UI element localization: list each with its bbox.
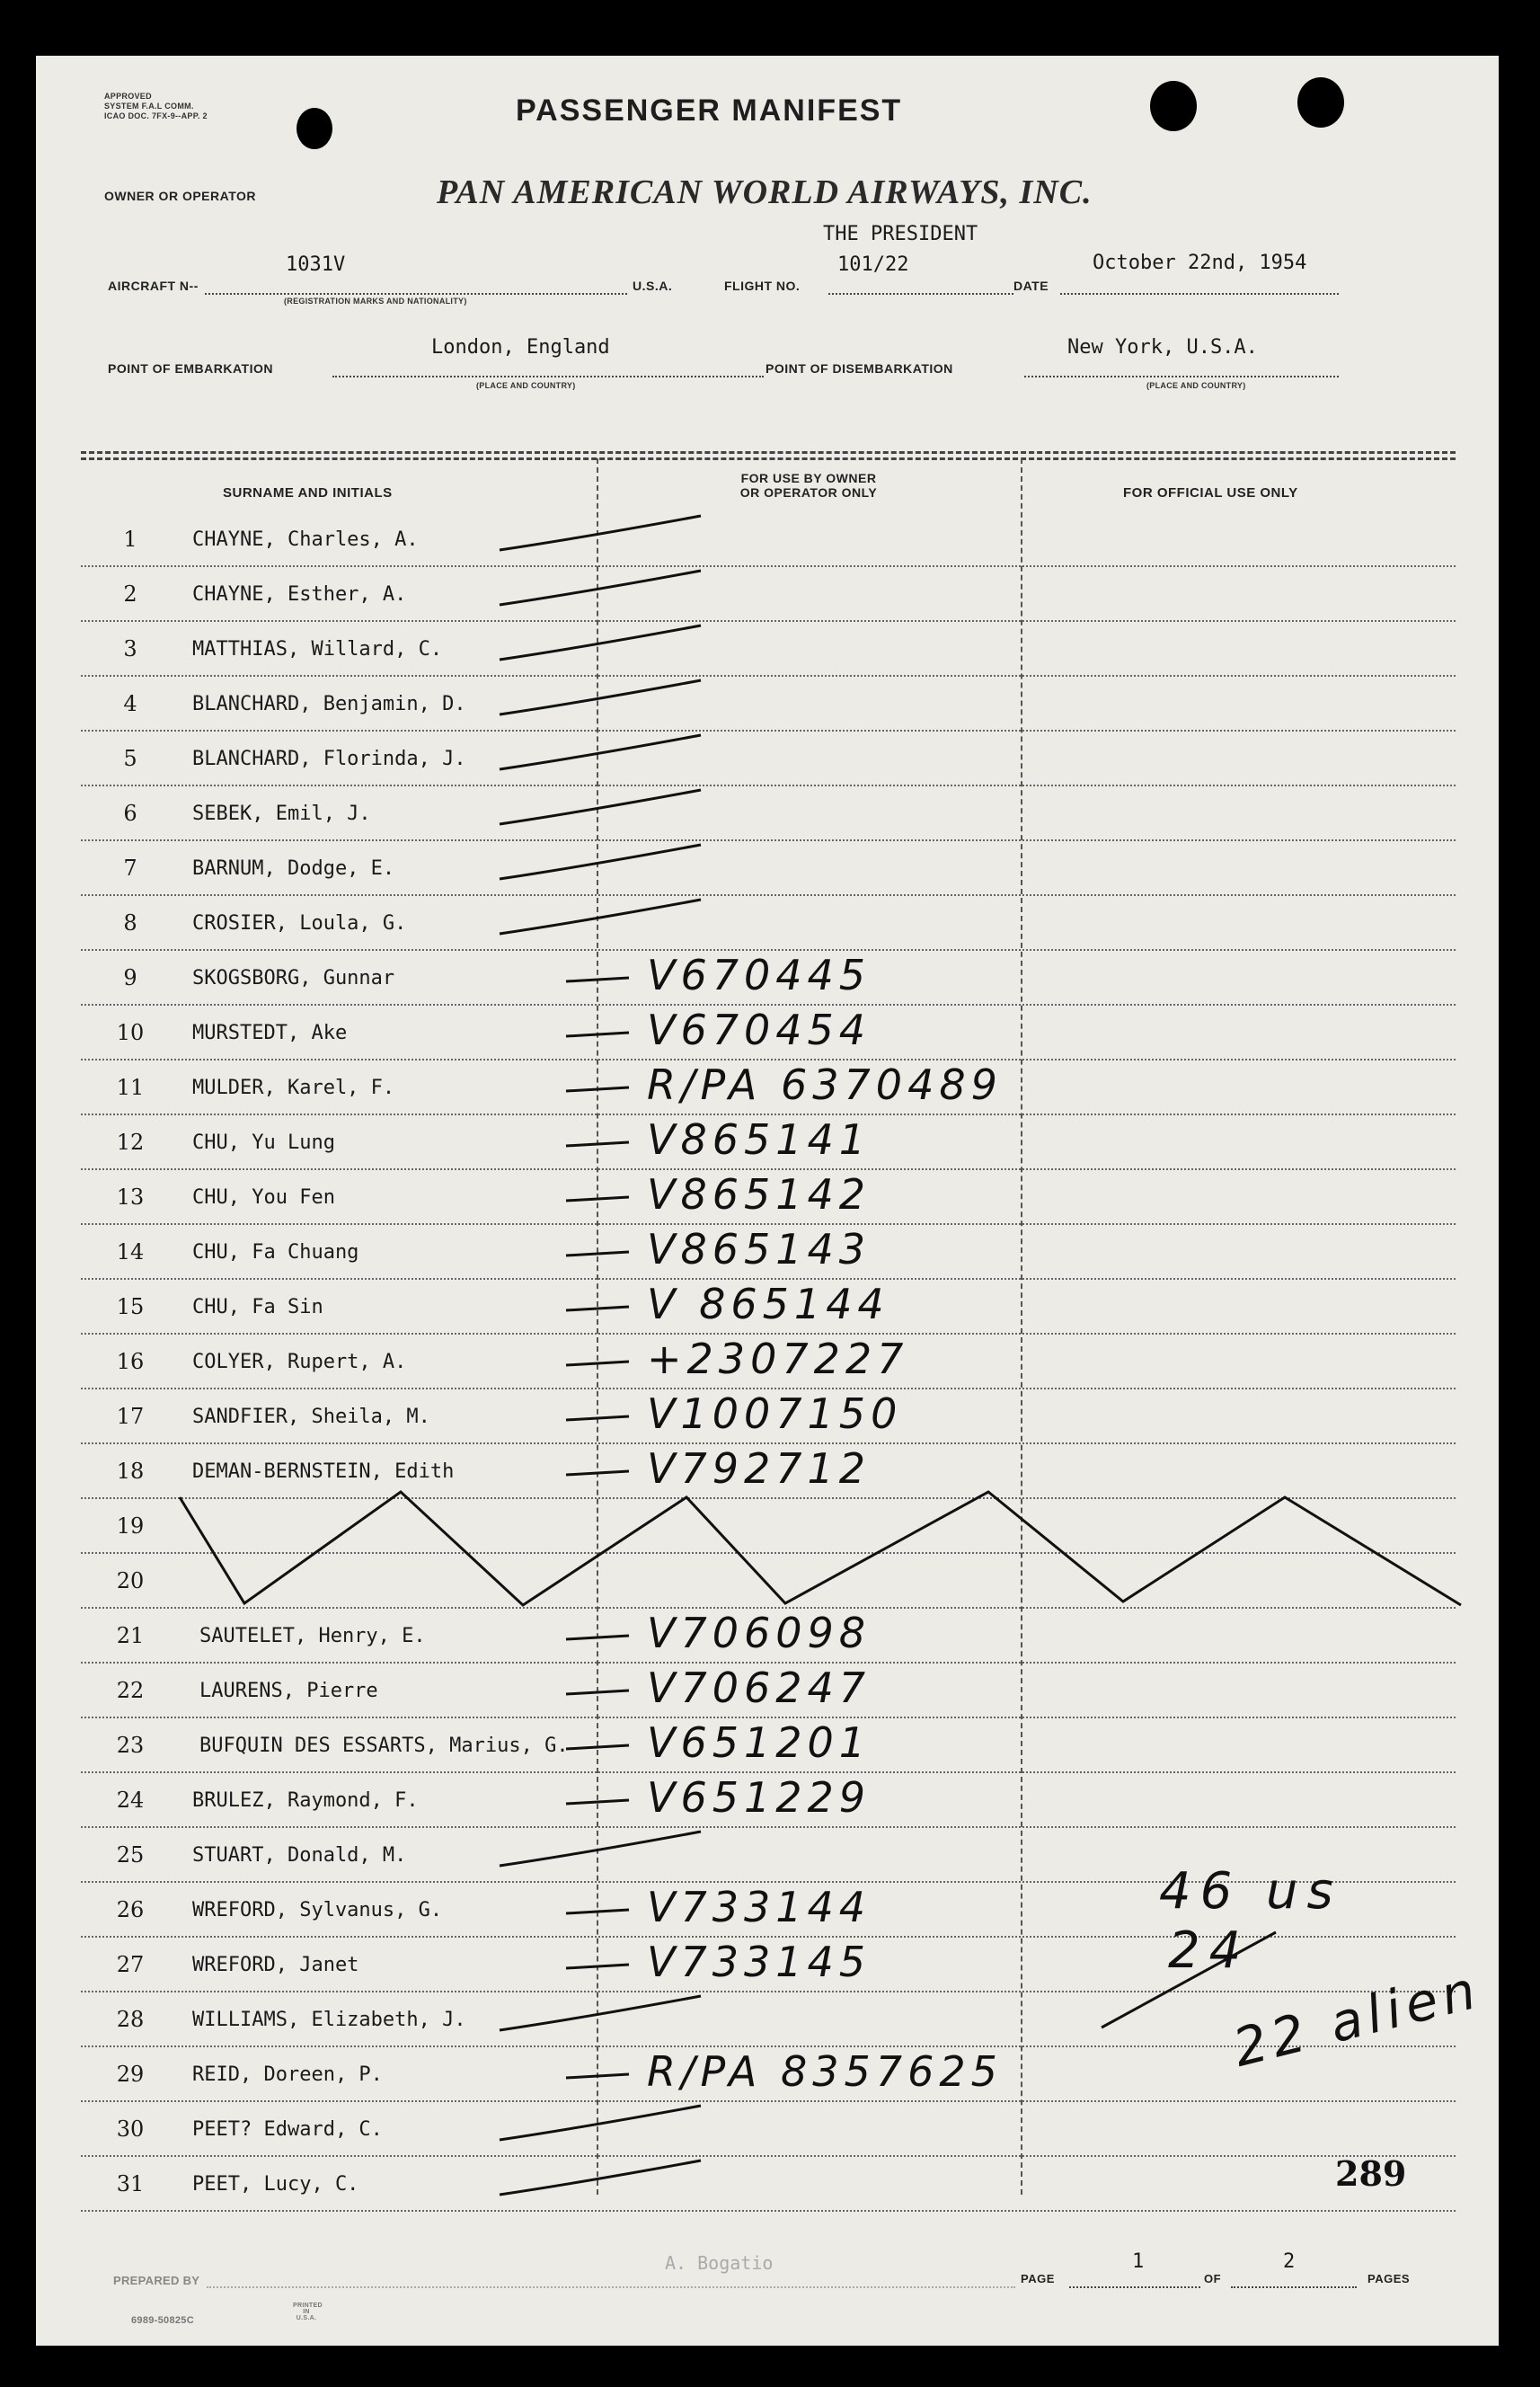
- row-number: 19: [116, 1513, 145, 1539]
- row-number: 8: [123, 910, 137, 936]
- passenger-name: BLANCHARD, Florinda, J.: [192, 748, 466, 770]
- passenger-name: SEBEK, Emil, J.: [192, 803, 371, 825]
- operator-mark: V670445: [647, 951, 872, 999]
- row-number: 21: [116, 1623, 145, 1648]
- passenger-name: WREFORD, Sylvanus, G.: [192, 1899, 443, 1921]
- row-number: 4: [123, 691, 137, 716]
- passenger-name: CHU, You Fen: [192, 1186, 335, 1209]
- passenger-name: CHU, Fa Chuang: [192, 1241, 359, 1264]
- operator-mark: R/PA 6370489: [647, 1060, 1003, 1109]
- form-title: PASSENGER MANIFEST: [516, 93, 903, 128]
- check-stroke: [566, 1965, 629, 1968]
- passenger-name: LAURENS, Pierre: [199, 1680, 378, 1702]
- passenger-name: REID, Doreen, P.: [192, 2063, 383, 2086]
- operator-mark: V706247: [647, 1664, 872, 1712]
- row-number: 23: [116, 1733, 145, 1758]
- row-number: 12: [116, 1130, 145, 1155]
- disembark-caption: (PLACE AND COUNTRY): [1146, 381, 1246, 390]
- check-stroke: [566, 1910, 629, 1913]
- operator-mark: +2307227: [647, 1335, 909, 1383]
- check-stroke: [566, 1033, 629, 1036]
- printer-mark: PRINTED IN U.S.A.: [293, 2303, 323, 2321]
- row-number: 16: [116, 1349, 145, 1374]
- flight-date: October 22nd, 1954: [1093, 252, 1307, 274]
- passenger-name: WREFORD, Janet: [192, 1954, 359, 1976]
- operator-mark: V865143: [647, 1225, 872, 1273]
- passenger-name: DEMAN-BERNSTEIN, Edith: [192, 1460, 455, 1483]
- check-stroke: [566, 1416, 629, 1420]
- row-number: 22: [116, 1678, 145, 1703]
- row-number: 10: [116, 1020, 145, 1045]
- check-stroke: [500, 1996, 701, 2030]
- passenger-name: COLYER, Rupert, A.: [192, 1351, 407, 1373]
- aircraft-value: 1031V: [286, 253, 346, 276]
- row-number: 30: [116, 2116, 145, 2142]
- passenger-name: PEET, Lucy, C.: [192, 2173, 359, 2196]
- row-number: 9: [123, 965, 137, 990]
- embark-value: London, England: [431, 336, 610, 359]
- col-official-header: FOR OFFICIAL USE ONLY: [1123, 485, 1298, 501]
- row-number: 13: [116, 1185, 145, 1210]
- row-number: 11: [116, 1075, 145, 1100]
- operator-mark: V 865144: [647, 1280, 889, 1328]
- check-stroke: [500, 626, 701, 660]
- passenger-name: CHU, Yu Lung: [192, 1131, 335, 1154]
- of-label: OF: [1204, 2272, 1222, 2285]
- check-stroke: [500, 790, 701, 824]
- passenger-name: CROSIER, Loula, G.: [192, 912, 407, 935]
- check-stroke: [500, 680, 701, 714]
- date-label: DATE: [1013, 279, 1049, 293]
- usa-label: U.S.A.: [633, 279, 673, 293]
- pages-label: PAGES: [1367, 2272, 1411, 2285]
- row-number: 3: [123, 636, 137, 661]
- passenger-name: MULDER, Karel, F.: [192, 1077, 395, 1099]
- check-stroke: [500, 516, 701, 550]
- passenger-name: STUART, Donald, M.: [192, 1844, 407, 1867]
- row-number: 31: [116, 2171, 145, 2196]
- passenger-name: SAUTELET, Henry, E.: [199, 1625, 426, 1647]
- operator-mark: V733144: [647, 1883, 872, 1931]
- operator-name: PAN AMERICAN WORLD AIRWAYS, INC.: [437, 173, 1093, 211]
- col-owner-header: FOR USE BY OWNER OR OPERATOR ONLY: [739, 471, 878, 500]
- annotation-slash: [1102, 1932, 1276, 2028]
- passenger-name: BARNUM, Dodge, E.: [192, 857, 395, 880]
- check-stroke: [500, 2161, 701, 2195]
- annotation-middle: 24: [1168, 1921, 1251, 1980]
- check-stroke: [566, 1087, 629, 1091]
- row-number: 26: [116, 1897, 145, 1922]
- check-stroke: [566, 1307, 629, 1310]
- row-number: 1: [123, 527, 137, 552]
- check-stroke: [566, 1362, 629, 1365]
- row-number: 6: [123, 801, 137, 826]
- flight-name: THE PRESIDENT: [823, 223, 978, 245]
- row-number: 14: [116, 1239, 145, 1264]
- prepared-by-label: PREPARED BY: [113, 2274, 200, 2287]
- operator-mark: V865142: [647, 1170, 872, 1219]
- operator-mark: V670454: [647, 1006, 872, 1054]
- passenger-name: BUFQUIN DES ESSARTS, Marius, G.: [199, 1735, 569, 1757]
- flight-number: 101/22: [837, 253, 909, 276]
- passenger-name: WILLIAMS, Elizabeth, J.: [192, 2009, 466, 2031]
- operator-mark: V706098: [647, 1609, 872, 1657]
- row-number: 28: [116, 2007, 145, 2032]
- prepared-by-value: A. Bogatio: [665, 2252, 774, 2274]
- check-stroke: [500, 845, 701, 879]
- check-stroke: [500, 571, 701, 605]
- passenger-name: MATTHIAS, Willard, C.: [192, 638, 443, 661]
- row-number: 5: [123, 746, 137, 771]
- check-stroke: [566, 1471, 629, 1475]
- check-stroke: [500, 900, 701, 934]
- annotation-top: 46 us: [1159, 1862, 1342, 1921]
- check-stroke: [500, 1832, 701, 1866]
- check-stroke: [566, 1142, 629, 1146]
- check-stroke: [566, 2074, 629, 2078]
- embark-label: POINT OF EMBARKATION: [108, 361, 273, 376]
- check-stroke: [566, 1636, 629, 1639]
- check-stroke: [566, 1252, 629, 1256]
- passenger-name: BLANCHARD, Benjamin, D.: [192, 693, 466, 715]
- row-number: 24: [116, 1788, 145, 1813]
- annotation-bottom: 22 alien: [1226, 1958, 1487, 2079]
- disembark-value: New York, U.S.A.: [1067, 336, 1258, 359]
- row-number: 7: [123, 856, 137, 881]
- passenger-name: SKOGSBORG, Gunnar: [192, 967, 395, 989]
- operator-mark: R/PA 8357625: [647, 2047, 1003, 2096]
- row-number: 17: [116, 1404, 145, 1429]
- row-number: 29: [116, 2062, 145, 2087]
- passenger-name: MURSTEDT, Ake: [192, 1022, 348, 1044]
- row-number: 27: [116, 1952, 145, 1977]
- passenger-total: 289: [1335, 2153, 1407, 2194]
- row-number: 25: [116, 1842, 145, 1868]
- check-stroke: [500, 735, 701, 769]
- check-stroke: [566, 1800, 629, 1804]
- check-stroke: [566, 1197, 629, 1201]
- aircraft-label: AIRCRAFT N--: [108, 279, 199, 293]
- disembark-label: POINT OF DISEMBARKATION: [766, 361, 953, 376]
- check-stroke: [566, 1745, 629, 1749]
- row-number: 2: [123, 581, 137, 607]
- operator-mark: V733145: [647, 1938, 872, 1986]
- row-number: 18: [116, 1459, 145, 1484]
- passenger-name: SANDFIER, Sheila, M.: [192, 1406, 430, 1428]
- operator-mark: V865141: [647, 1115, 872, 1164]
- check-stroke: [566, 978, 629, 981]
- passenger-name: CHAYNE, Esther, A.: [192, 583, 407, 606]
- passenger-name: BRULEZ, Raymond, F.: [192, 1789, 419, 1812]
- row-number: 15: [116, 1294, 145, 1319]
- page-label: PAGE: [1021, 2272, 1055, 2285]
- page-count: 2: [1283, 2250, 1296, 2273]
- owner-label: OWNER OR OPERATOR: [104, 189, 256, 203]
- embark-caption: (PLACE AND COUNTRY): [476, 381, 576, 390]
- zigzag-crossout: [180, 1492, 1461, 1605]
- operator-mark: V792712: [647, 1444, 872, 1493]
- passenger-name: CHAYNE, Charles, A.: [192, 528, 419, 551]
- operator-mark: V651229: [647, 1773, 872, 1822]
- passenger-name: CHU, Fa Sin: [192, 1296, 323, 1318]
- approval-block: APPROVED SYSTEM F.A.L COMM. ICAO DOC. 7FX-9--APP. 2: [104, 92, 208, 120]
- flight-label: FLIGHT NO.: [724, 279, 801, 293]
- registration-caption: (REGISTRATION MARKS AND NATIONALITY): [284, 297, 467, 306]
- form-code: 6989-50825C: [131, 2315, 194, 2326]
- check-stroke: [500, 2106, 701, 2140]
- check-stroke: [566, 1690, 629, 1694]
- row-number: 20: [116, 1568, 145, 1593]
- operator-mark: V1007150: [647, 1389, 903, 1438]
- operator-mark: V651201: [647, 1718, 872, 1767]
- page-number: 1: [1132, 2250, 1145, 2273]
- col-surname-header: SURNAME AND INITIALS: [223, 485, 393, 501]
- passenger-name: PEET? Edward, C.: [192, 2118, 383, 2141]
